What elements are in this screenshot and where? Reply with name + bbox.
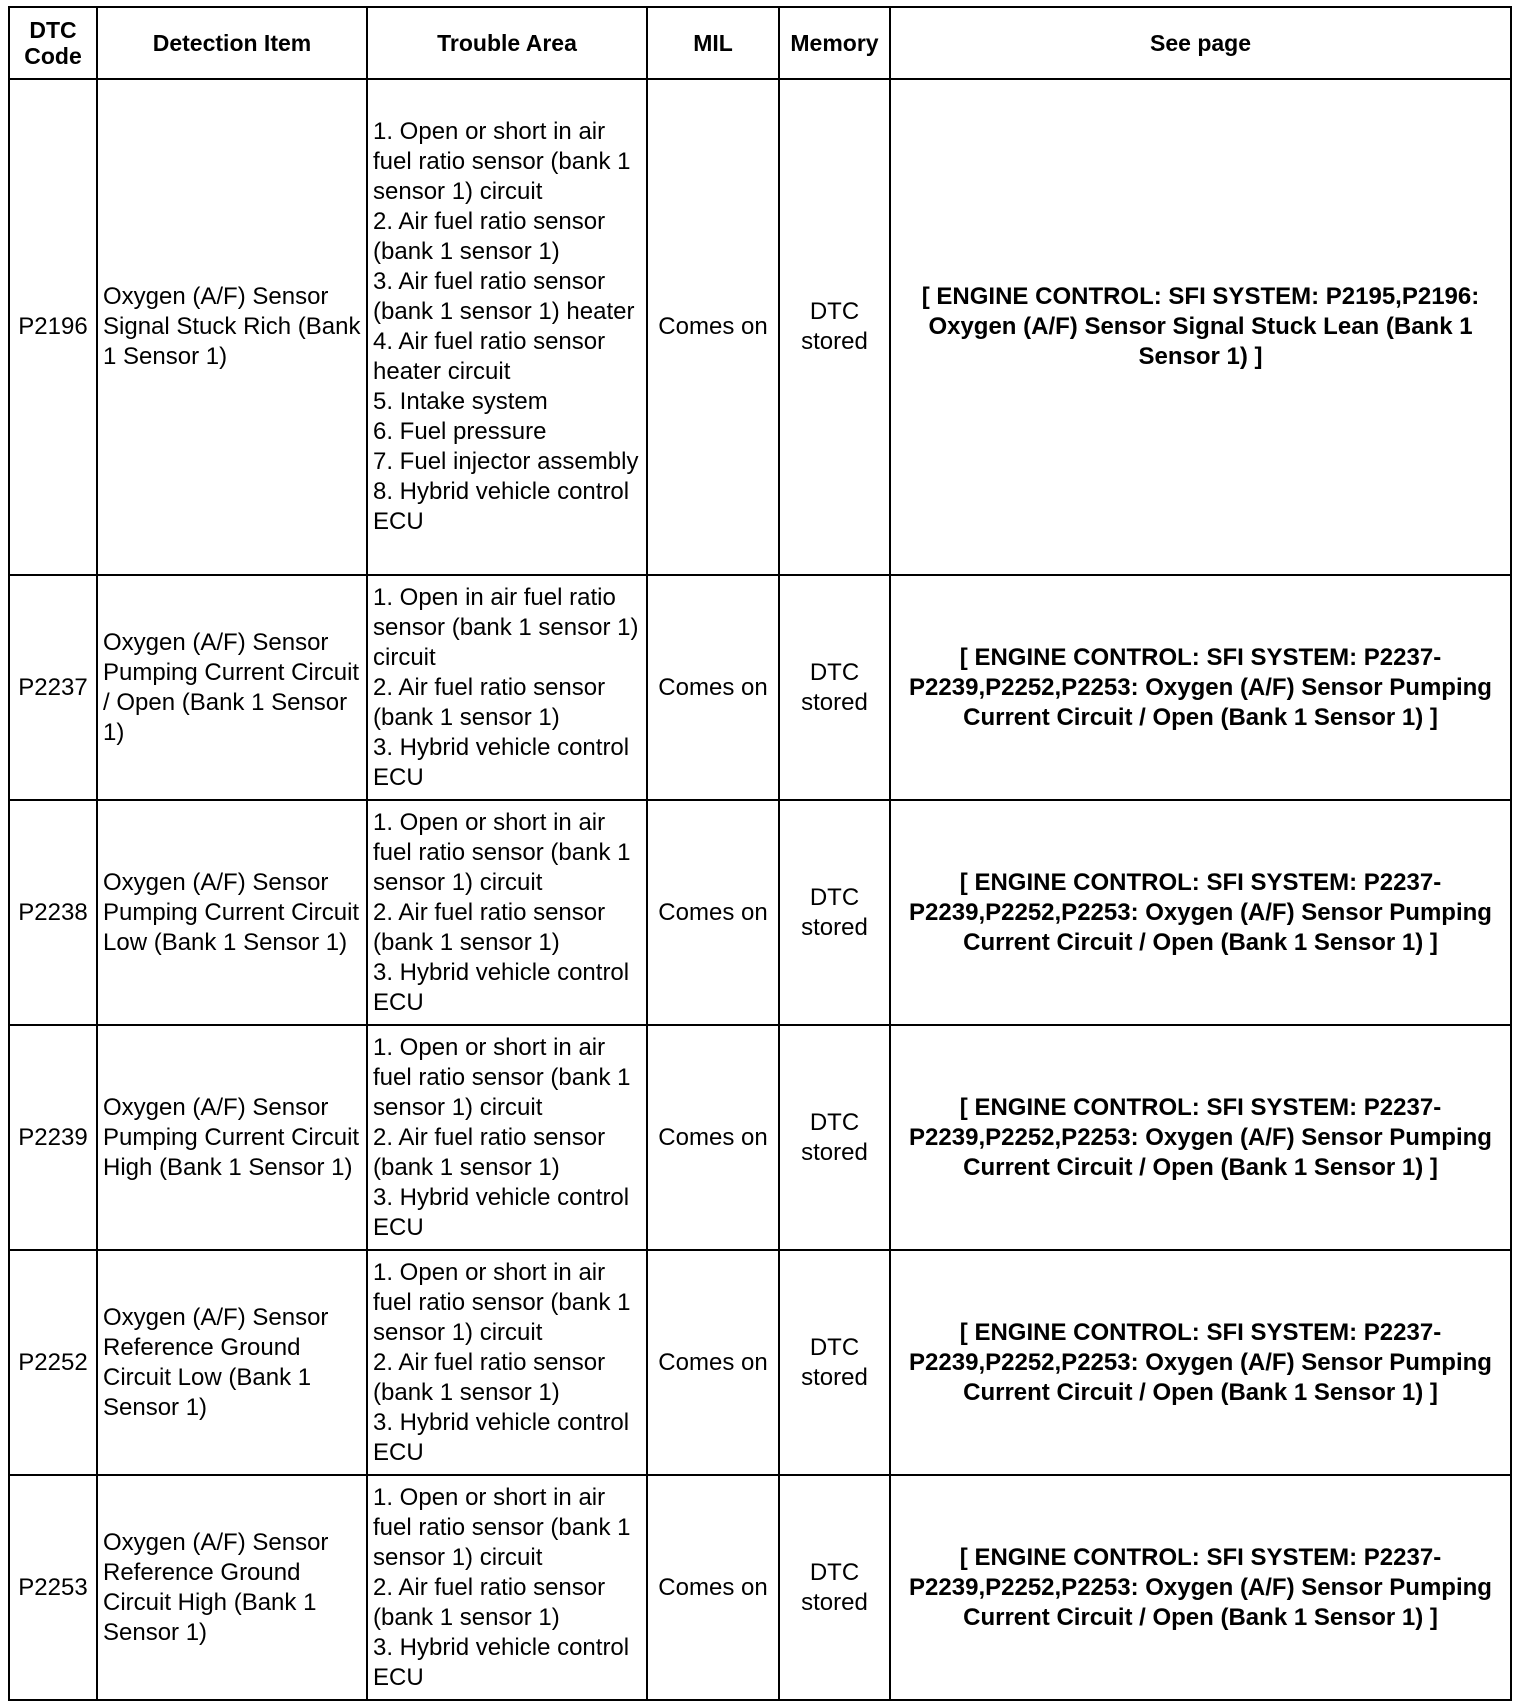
- memory-cell: DTC stored: [779, 1025, 890, 1250]
- dtc-code-cell: P2253: [9, 1475, 97, 1700]
- header-memory: Memory: [779, 7, 890, 79]
- memory-cell: DTC stored: [779, 800, 890, 1025]
- table-row: [9, 575, 1511, 800]
- memory-cell: DTC stored: [779, 575, 890, 800]
- table-row: [9, 79, 1511, 575]
- see-page-link[interactable]: [ ENGINE CONTROL: SFI SYSTEM: P2237-P2239,P2252,P2253: Oxygen (A/F) Sensor Pumping Current Circuit / Open (Bank 1 Sensor 1) ]: [890, 1250, 1511, 1475]
- mil-cell: Comes on: [647, 1250, 779, 1475]
- see-page-link[interactable]: [ ENGINE CONTROL: SFI SYSTEM: P2237-P2239,P2252,P2253: Oxygen (A/F) Sensor Pumping Current Circuit / Open (Bank 1 Sensor 1) ]: [890, 1025, 1511, 1250]
- trouble-area-cell: 1. Open in air fuel ratio sensor (bank 1 sensor 1) circuit 2. Air fuel ratio sensor (bank 1 sensor 1) 3. Hybrid vehicle control ECU: [367, 575, 647, 800]
- header-see-page: See page: [890, 7, 1511, 79]
- see-page-link[interactable]: [ ENGINE CONTROL: SFI SYSTEM: P2195,P2196: Oxygen (A/F) Sensor Signal Stuck Lean (Bank 1 Sensor 1) ]: [890, 79, 1511, 575]
- dtc-code-cell: P2196: [9, 79, 97, 575]
- header-mil: MIL: [647, 7, 779, 79]
- trouble-area-cell: 1. Open or short in air fuel ratio sensor (bank 1 sensor 1) circuit 2. Air fuel ratio sensor (bank 1 sensor 1) 3. Hybrid vehicle control ECU: [367, 1475, 647, 1700]
- trouble-area-cell: 1. Open or short in air fuel ratio sensor (bank 1 sensor 1) circuit 2. Air fuel ratio sensor (bank 1 sensor 1) 3. Air fuel ratio sensor (bank 1 sensor 1) heater 4. Air fuel ratio sensor heater circuit 5. Intake system 6. Fuel pressure 7. Fuel injector assembly 8. Hybrid vehicle control ECU: [367, 79, 647, 575]
- detection-item-cell: Oxygen (A/F) Sensor Pumping Current Circuit High (Bank 1 Sensor 1): [97, 1025, 367, 1250]
- detection-item-cell: Oxygen (A/F) Sensor Pumping Current Circuit / Open (Bank 1 Sensor 1): [97, 575, 367, 800]
- table-row: [9, 800, 1511, 1025]
- memory-cell: DTC stored: [779, 79, 890, 575]
- detection-item-cell: Oxygen (A/F) Sensor Reference Ground Circuit Low (Bank 1 Sensor 1): [97, 1250, 367, 1475]
- mil-cell: Comes on: [647, 79, 779, 575]
- see-page-link[interactable]: [ ENGINE CONTROL: SFI SYSTEM: P2237-P2239,P2252,P2253: Oxygen (A/F) Sensor Pumping Current Circuit / Open (Bank 1 Sensor 1) ]: [890, 1475, 1511, 1700]
- table-row: [9, 1475, 1511, 1700]
- mil-cell: Comes on: [647, 575, 779, 800]
- dtc-code-cell: P2237: [9, 575, 97, 800]
- trouble-area-cell: 1. Open or short in air fuel ratio sensor (bank 1 sensor 1) circuit 2. Air fuel ratio sensor (bank 1 sensor 1) 3. Hybrid vehicle control ECU: [367, 1250, 647, 1475]
- dtc-code-cell: P2239: [9, 1025, 97, 1250]
- dtc-table: [8, 6, 1512, 1701]
- mil-cell: Comes on: [647, 1475, 779, 1700]
- memory-cell: DTC stored: [779, 1250, 890, 1475]
- see-page-link[interactable]: [ ENGINE CONTROL: SFI SYSTEM: P2237-P2239,P2252,P2253: Oxygen (A/F) Sensor Pumping Current Circuit / Open (Bank 1 Sensor 1) ]: [890, 575, 1511, 800]
- header-trouble-area: Trouble Area: [367, 7, 647, 79]
- trouble-area-cell: 1. Open or short in air fuel ratio sensor (bank 1 sensor 1) circuit 2. Air fuel ratio sensor (bank 1 sensor 1) 3. Hybrid vehicle control ECU: [367, 1025, 647, 1250]
- trouble-area-cell: 1. Open or short in air fuel ratio sensor (bank 1 sensor 1) circuit 2. Air fuel ratio sensor (bank 1 sensor 1) 3. Hybrid vehicle control ECU: [367, 800, 647, 1025]
- memory-cell: DTC stored: [779, 1475, 890, 1700]
- detection-item-cell: Oxygen (A/F) Sensor Pumping Current Circuit Low (Bank 1 Sensor 1): [97, 800, 367, 1025]
- mil-cell: Comes on: [647, 1025, 779, 1250]
- dtc-code-cell: P2252: [9, 1250, 97, 1475]
- see-page-link[interactable]: [ ENGINE CONTROL: SFI SYSTEM: P2237-P2239,P2252,P2253: Oxygen (A/F) Sensor Pumping Current Circuit / Open (Bank 1 Sensor 1) ]: [890, 800, 1511, 1025]
- table-row: [9, 1250, 1511, 1475]
- header-dtc-code: DTC Code: [9, 7, 97, 79]
- header-detection-item: Detection Item: [97, 7, 367, 79]
- table-header-row: [9, 7, 1511, 79]
- dtc-code-cell: P2238: [9, 800, 97, 1025]
- detection-item-cell: Oxygen (A/F) Sensor Reference Ground Circuit High (Bank 1 Sensor 1): [97, 1475, 367, 1700]
- mil-cell: Comes on: [647, 800, 779, 1025]
- detection-item-cell: Oxygen (A/F) Sensor Signal Stuck Rich (Bank 1 Sensor 1): [97, 79, 367, 575]
- table-row: [9, 1025, 1511, 1250]
